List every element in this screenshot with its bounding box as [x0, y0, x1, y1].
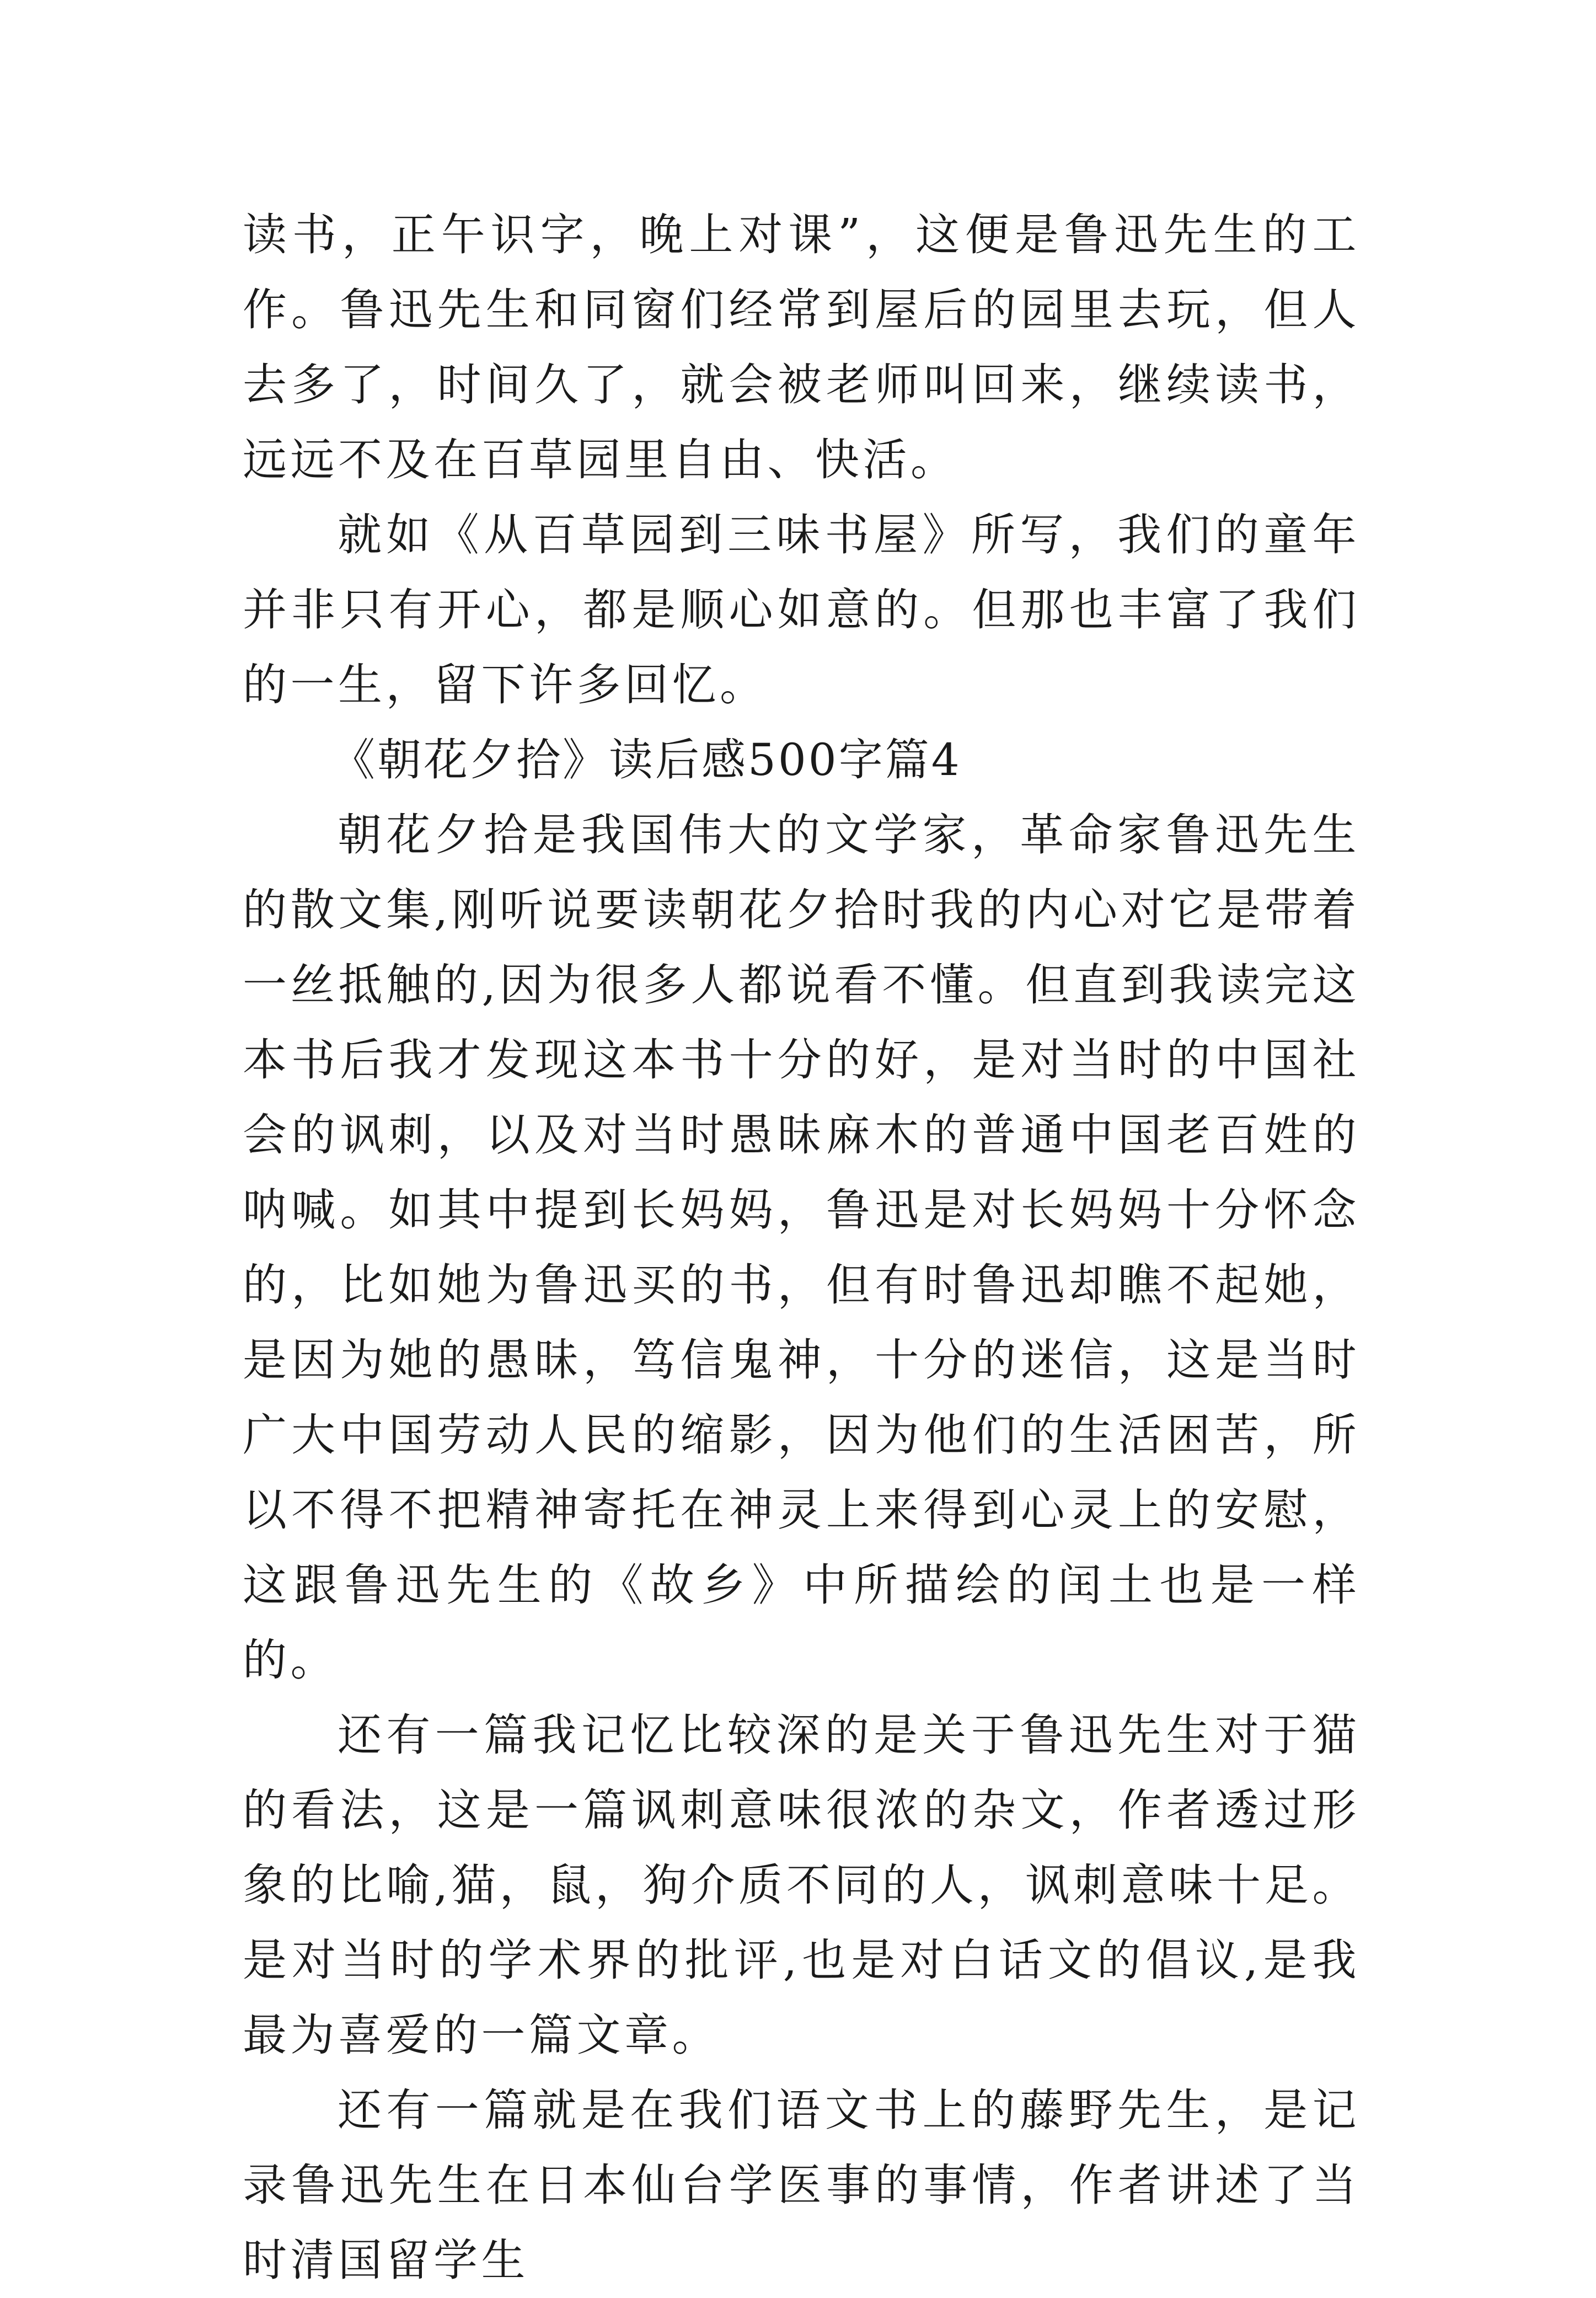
document-body	[243, 197, 1360, 2298]
section-heading: 《朝花夕拾》读后感500字篇4	[331, 734, 962, 785]
paragraph-2: 就如《从百草园到三味书屋》所写，我们的童年并非只有开心，都是顺心如意的。但那也丰富了我们的一生，留下许多回忆。	[243, 509, 1360, 710]
paragraph-4: 还有一篇我记忆比较深的是关于鲁迅先生对于猫的看法，这是一篇讽刺意味很浓的杂文，作者透过形象的比喻,猫，鼠，狗介质不同的人，讽刺意味十足。是对当时的学术界的批评,也是对白话文的倡议,是我最为喜爱的一篇文章。	[243, 1709, 1360, 2061]
paragraph-5: 还有一篇就是在我们语文书上的藤野先生，是记录鲁迅先生在日本仙台学医事的事情，作者讲述了当时清国留学生	[243, 2085, 1360, 2286]
paragraph-1: 读书，正午识字，晚上对课”，这便是鲁迅先生的工作。鲁迅先生和同窗们经常到屋后的园里去玩，但人去多了，时间久了，就会被老师叫回来，继续读书，远远不及在百草园里自由、快活。	[243, 209, 1360, 485]
paragraph-3: 朝花夕拾是我国伟大的文学家，革命家鲁迅先生的散文集,刚听说要读朝花夕拾时我的内心对它是带着一丝抵触的,因为很多人都说看不懂。但直到我读完这本书后我才发现这本书十分的好，是对当时的中国社会的讽刺，以及对当时愚昧麻木的普通中国老百姓的呐喊。如其中提到长妈妈，鲁迅是对长妈妈十分怀念的，比如她为鲁迅买的书，但有时鲁迅却瞧不起她，是因为她的愚昧，笃信鬼神，十分的迷信，这是当时广大中国劳动人民的缩影，因为他们的生活困苦，所以不得不把精神寄托在神灵上来得到心灵上的安慰，这跟鲁迅先生的《故乡》中所描绘的闰土也是一样的。	[243, 809, 1360, 1686]
